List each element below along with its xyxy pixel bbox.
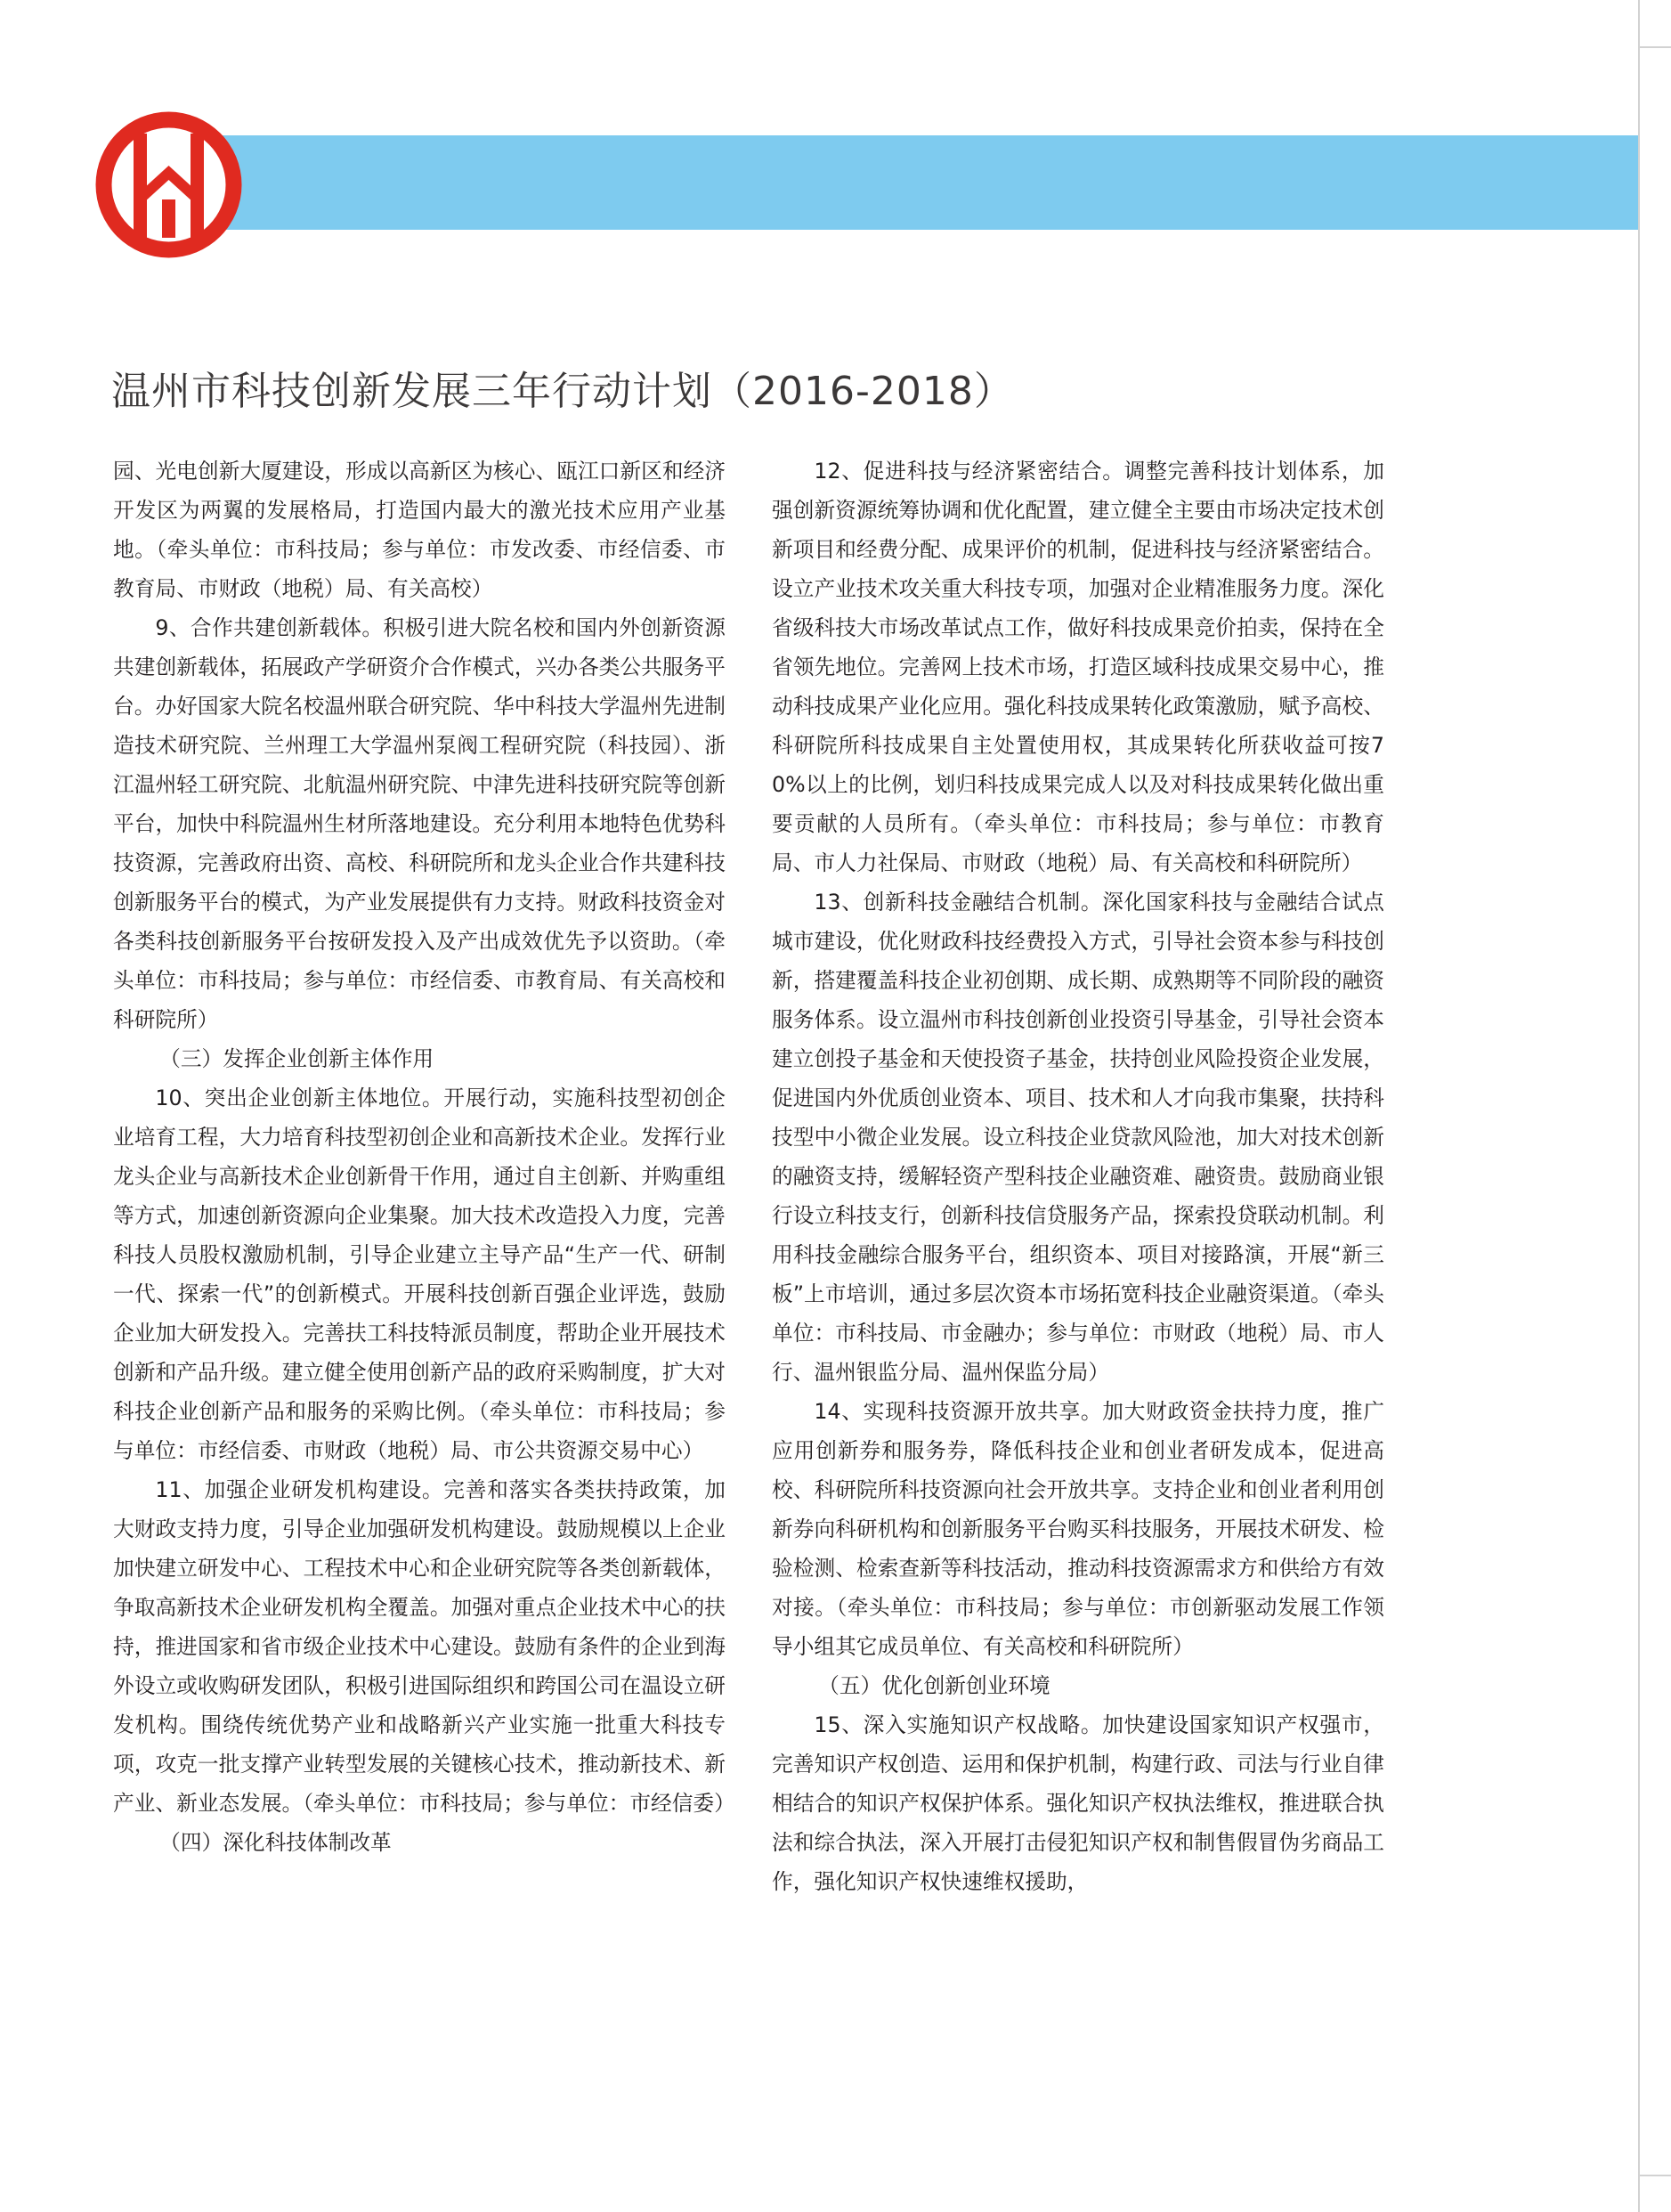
section-heading: （四）深化科技体制改革 (159, 1830, 392, 1855)
circle-h-house-icon (91, 107, 247, 263)
paragraph: 14、实现科技资源开放共享。加大财政资金扶持力度，推广应用创新券和服务券，降低科技企业和创业者研发成本，促进高校、科研院所科技资源向社会开放共享。支持企业和创业者利用创新券向科研机构和创新服务平台购买科技服务，开展技术研发、检验检测、检索查新等科技活动，推动科技资源需求方和供给方有效对接。（牵头单位：市科技局；参与单位：市创新驱动发展工作领导小组其它成员单位、有关高校和科研院所） (772, 1399, 1384, 1659)
paragraph: 9、合作共建创新载体。积极引进大院名校和国内外创新资源共建创新载体，拓展政产学研资介合作模式，兴办各类公共服务平台。办好国家大院名校温州联合研究院、华中科技大学温州先进制造技术研究院、兰州理工大学温州泵阀工程研究院（科技园）、浙江温州轻工研究院、北航温州研究院、中津先进科技研究院等创新平台，加快中科院温州生材所落地建设。充分利用本地特色优势科技资源，完善政府出资、高校、科研院所和龙头企业合作共建科技创新服务平台的模式，为产业发展提供有力支持。财政科技资金对各类科技创新服务平台按研发投入及产出成效优先予以资助。（牵头单位：市科技局；参与单位：市经信委、市教育局、有关高校和科研院所） (113, 615, 726, 1032)
page-title: 温州市科技创新发展三年行动计划（2016-2018） (111, 369, 1014, 414)
page-edge-tick (1640, 46, 1671, 48)
paragraph: 15、深入实施知识产权战略。加快建设国家知识产权强市，完善知识产权创造、运用和保护机制，构建行政、司法与行业自律相结合的知识产权保护体系。强化知识产权执法维权，推进联合执法和综合执法，深入开展打击侵犯知识产权和制售假冒伪劣商品工作，强化知识产权快速维权援助， (772, 1712, 1384, 1894)
section-heading: （五）优化创新创业环境 (818, 1673, 1050, 1698)
page-edge-line (1638, 0, 1640, 2212)
page-edge-tick (1640, 2175, 1671, 2176)
paragraph: 12、促进科技与经济紧密结合。调整完善科技计划体系，加强创新资源统筹协调和优化配置，建立健全主要由市场决定技术创新项目和经费分配、成果评价的机制，促进科技与经济紧密结合。设立产业技术攻关重大科技专项，加强对企业精准服务力度。深化省级科技大市场改革试点工作，做好科技成果竞价拍卖，保持在全省领先地位。完善网上技术市场，打造区域科技成果交易中心，推动科技成果产业化应用。强化科技成果转化政策激励，赋予高校、科研院所科技成果自主处置使用权，其成果转化所获收益可按70%以上的比例，划归科技成果完成人以及对科技成果转化做出重要贡献的人员所有。（牵头单位：市科技局；参与单位：市教育局、市人力社保局、市财政（地税）局、有关高校和科研院所） (772, 459, 1384, 875)
paragraph: 园、光电创新大厦建设，形成以高新区为核心、瓯江口新区和经济开发区为两翼的发展格局，打造国内最大的激光技术应用产业基地。（牵头单位：市科技局；参与单位：市发改委、市经信委、市教育局、市财政（地税）局、有关高校） (113, 459, 726, 601)
paragraph: 10、突出企业创新主体地位。开展行动，实施科技型初创企业培育工程，大力培育科技型初创企业和高新技术企业。发挥行业龙头企业与高新技术企业创新骨干作用，通过自主创新、并购重组等方式，加速创新资源向企业集聚。加大技术改造投入力度，完善科技人员股权激励机制，引导企业建立主导产品“生产一代、研制一代、探索一代”的创新模式。开展科技创新百强企业评选，鼓励企业加大研发投入。完善扶工科技特派员制度，帮助企业开展技术创新和产品升级。建立健全使用创新产品的政府采购制度，扩大对科技企业创新产品和服务的采购比例。（牵头单位：市科技局；参与单位：市经信委、市财政（地税）局、市公共资源交易中心） (113, 1086, 726, 1463)
paragraph: 11、加强企业研发机构建设。完善和落实各类扶持政策，加大财政支持力度，引导企业加强研发机构建设。鼓励规模以上企业加快建立研发中心、工程技术中心和企业研究院等各类创新载体，争取高新技术企业研发机构全覆盖。加强对重点企业技术中心的扶持，推进国家和省市级企业技术中心建设。鼓励有条件的企业到海外设立或收购研发团队，积极引进国际组织和跨国公司在温设立研发机构。围绕传统优势产业和战略新兴产业实施一批重大科技专项，攻克一批支撑产业转型发展的关键核心技术，推动新技术、新产业、新业态发展。（牵头单位：市科技局；参与单位：市经信委） (113, 1477, 735, 1816)
paragraph: 13、创新科技金融结合机制。深化国家科技与金融结合试点城市建设，优化财政科技经费投入方式，引导社会资本参与科技创新，搭建覆盖科技企业初创期、成长期、成熟期等不同阶段的融资服务体系。设立温州市科技创新创业投资引导基金，引导社会资本建立创投子基金和天使投资子基金，扶持创业风险投资企业发展，促进国内外优质创业资本、项目、技术和人才向我市集聚，扶持科技型中小微企业发展。设立科技企业贷款风险池，加大对技术创新的融资支持，缓解轻资产型科技企业融资难、融资贵。鼓励商业银行设立科技支行，创新科技信贷服务产品，探索投贷联动机制。利用科技金融综合服务平台，组织资本、项目对接路演，开展“新三板”上市培训，通过多层次资本市场拓宽科技企业融资渠道。（牵头单位：市科技局、市金融办；参与单位：市财政（地税）局、市人行、温州银监分局、温州保监分局） (772, 890, 1384, 1385)
right-column (772, 451, 1384, 1901)
left-column (113, 451, 735, 1862)
header-banner (218, 135, 1638, 230)
section-heading: （三）发挥企业创新主体作用 (159, 1046, 434, 1071)
